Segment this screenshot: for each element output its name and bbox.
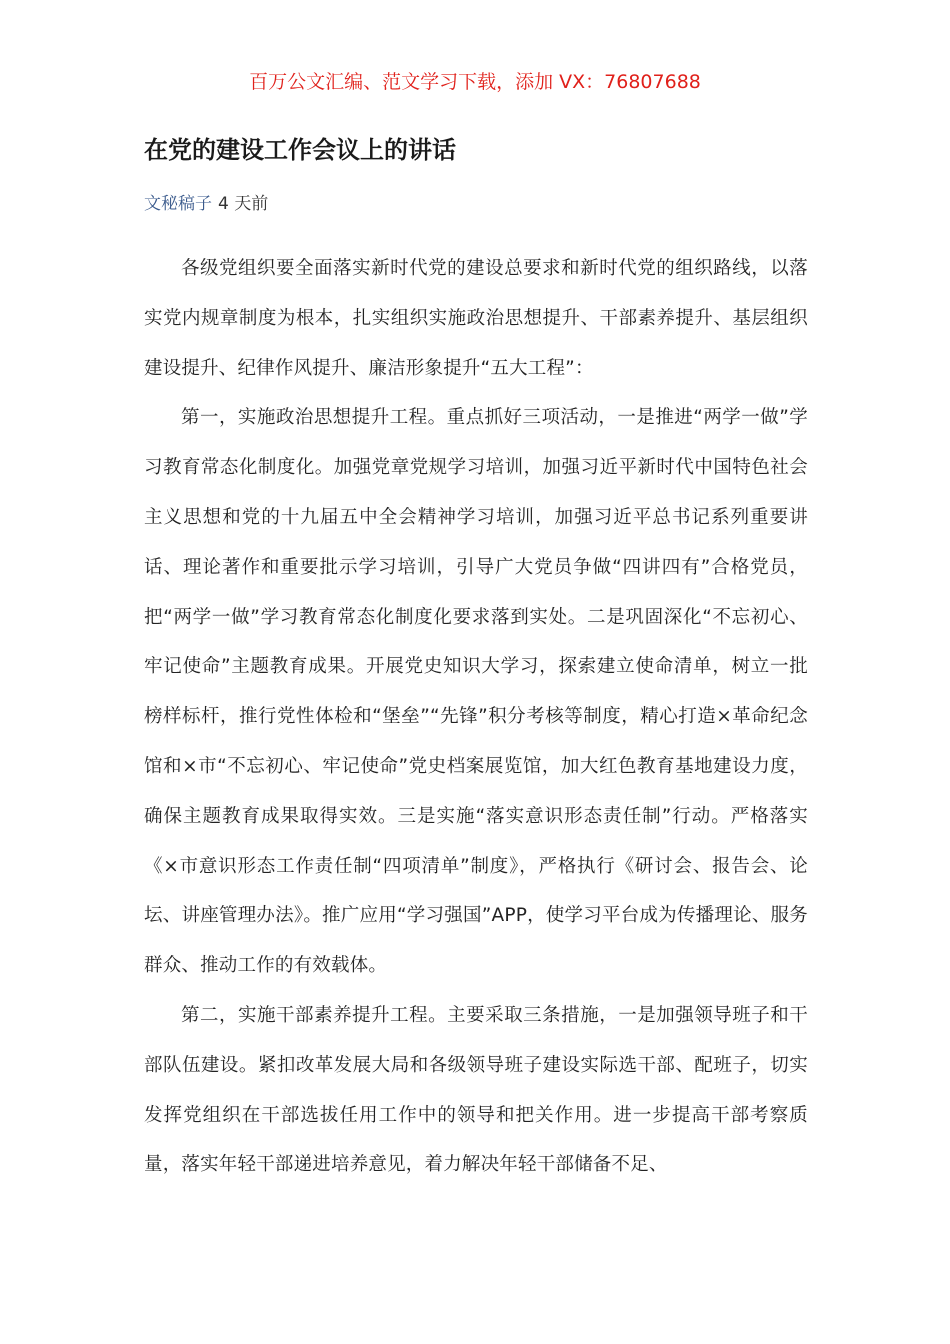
article-body [144, 244, 808, 1190]
publish-time: 4 天前 [218, 194, 269, 214]
watermark-banner: 百万公文汇编、范文学习下载，添加 VX：76807688 [249, 71, 701, 93]
author-link[interactable]: 文秘稿子 [144, 194, 212, 214]
paragraph: 第一，实施政治思想提升工程。重点抓好三项活动，一是推进“两学一做”学习教育常态化制度化。加强党章党规学习培训，加强习近平新时代中国特色社会主义思想和党的十九届五中全会精神学习培训，加强习近平总书记系列重要讲话、理论著作和重要批示学习培训，引导广大党员争做“四讲四有”合格党员，把“两学一做”学习教育常态化制度化要求落到实处。二是巩固深化“不忘初心、牢记使命”主题教育成果。开展党史知识大学习，探索建立使命清单，树立一批榜样标杆，推行党性体检和“堡垒”“先锋”积分考核等制度，精心打造×革命纪念馆和×市“不忘初心、牢记使命”党史档案展览馆，加大红色教育基地建设力度，确保主题教育成果取得实效。三是实施“落实意识形态责任制”行动。严格落实《×市意识形态工作责任制“四项清单”制度》，严格执行《研讨会、报告会、论坛、讲座管理办法》。推广应用“学习强国”APP，使学习平台成为传播理论、服务群众、推动工作的有效载体。 [144, 407, 808, 977]
paragraph: 第二，实施干部素养提升工程。主要采取三条措施，一是加强领导班子和干部队伍建设。紧扣改革发展大局和各级领导班子建设实际选干部、配班子，切实发挥党组织在干部选拔任用工作中的领导和把关作用。进一步提高干部考察质量，落实年轻干部递进培养意见，着力解决年轻干部储备不足、 [144, 1004, 808, 1176]
article-meta [144, 191, 268, 217]
article-title: 在党的建设工作会议上的讲话 [144, 136, 456, 164]
paragraph: 各级党组织要全面落实新时代党的建设总要求和新时代党的组织路线，以落实党内规章制度为根本，扎实组织实施政治思想提升、干部素养提升、基层组织建设提升、纪律作风提升、廉洁形象提升“五大工程”： [144, 258, 808, 379]
